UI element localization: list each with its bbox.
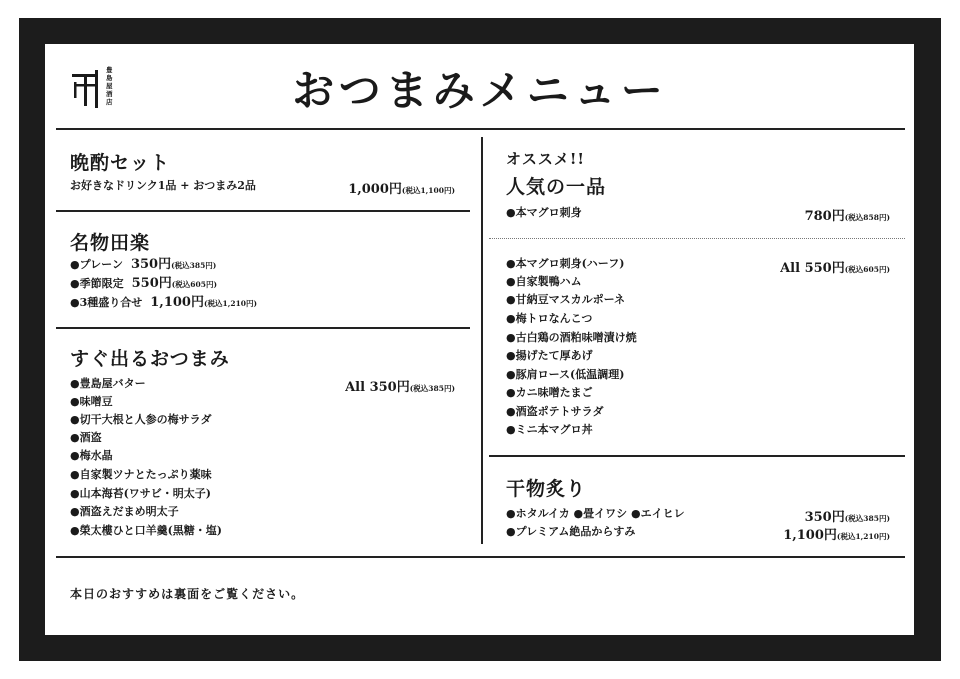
logo-text: 豊島屋酒店 — [106, 66, 113, 106]
dengaku-item: ●プレーン 350円(税込385円) — [70, 257, 217, 272]
section-title-banshaku: 晩酌セット — [70, 152, 171, 174]
dengaku-item: ●季節限定 550円(税込605円) — [70, 276, 218, 291]
dotted-divider — [489, 238, 905, 239]
list-item: ●酒盗えだまめ明太子 — [70, 505, 179, 518]
list-item: ●豚肩ロース(低温調理) — [506, 368, 625, 381]
list-item: ●古白鶏の酒粕味噌漬け焼 — [506, 331, 637, 344]
list-item: ●カニ味噌たまご — [506, 386, 593, 399]
list-item: ●揚げたて厚あげ — [506, 349, 593, 362]
list-item: ●梅水晶 — [70, 449, 113, 462]
list-item: ●味噌豆 — [70, 395, 113, 408]
divider-dengaku — [56, 327, 470, 329]
header-divider — [56, 128, 905, 130]
list-item: ●本マグロ刺身(ハーフ) — [506, 257, 625, 270]
section-title-popular: 人気の一品 — [506, 176, 607, 198]
list-item: ●酒盗 — [70, 431, 102, 444]
himono-price: 350円(税込385円) — [804, 510, 890, 525]
osusume-kicker: オススメ!! — [506, 150, 586, 168]
list-item: ●自家製ツナとたっぷり薬味 — [70, 468, 212, 481]
page-title: おつまみメニュー — [292, 66, 668, 115]
list-item: ●榮太樓ひと口羊羹(黒糖・塩) — [70, 524, 223, 537]
banshaku-price: 1,000円(税込1,100円) — [348, 182, 455, 197]
popular-price: 780円(税込858円) — [804, 209, 890, 224]
list-item: ●自家製鴨ハム — [506, 275, 582, 288]
dengaku-item: ●3種盛り合せ 1,100円(税込1,210円) — [70, 295, 258, 310]
footer-note: 本日のおすすめは裏面をご覧ください。 — [70, 587, 305, 601]
list-item: ●ミニ本マグロ丼 — [506, 423, 593, 436]
section-title-himono: 干物炙り — [506, 478, 587, 500]
list-item: ●豊島屋バター — [70, 377, 146, 390]
himono-item: ●プレミアム絶品からすみ — [506, 525, 636, 538]
list-price: All 550円(税込605円) — [780, 261, 890, 276]
himono-item: ●ホタルイカ ●畳イワシ ●エイヒレ — [506, 507, 685, 520]
section-title-sugu: すぐ出るおつまみ — [70, 348, 230, 370]
list-item: ●梅トロなんこつ — [506, 312, 593, 325]
himono-price: 1,100円(税込1,210円) — [783, 528, 890, 543]
list-item: ●酒盗ポテトサラダ — [506, 405, 604, 418]
menu-sheet — [45, 44, 914, 635]
list-item: ●切干大根と人参の梅サラダ — [70, 413, 212, 426]
sugu-price: All 350円(税込385円) — [345, 380, 455, 395]
footer-divider — [56, 556, 905, 558]
list-item: ●山本海苔(ワサビ・明太子) — [70, 487, 212, 500]
divider-list — [489, 455, 905, 457]
list-item: ●甘納豆マスカルポーネ — [506, 293, 626, 306]
banshaku-item: お好きなドリンク1品 + おつまみ2品 — [70, 179, 256, 192]
column-divider — [481, 137, 483, 544]
divider-banshaku — [56, 210, 470, 212]
popular-item: ●本マグロ刺身 — [506, 206, 582, 219]
section-title-dengaku: 名物田楽 — [70, 232, 151, 254]
